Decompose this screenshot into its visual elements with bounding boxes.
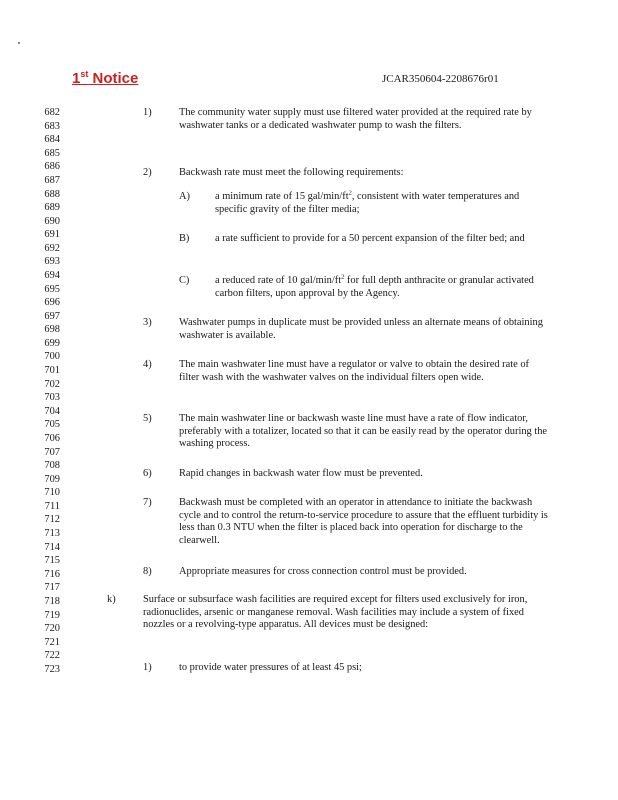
line-number: 686 <box>44 161 60 173</box>
item-6-marker: 6) <box>143 468 152 479</box>
item-7-text: Backwash must be completed with an operator in attendance to initiate the backwash cycle and to control the return-to-service procedure to assure that the effluent turbidity is less than 0.3 NTU when the filter is placed back into operation for discharge to the clearwell. <box>179 497 548 546</box>
line-number: 717 <box>44 582 60 594</box>
line-number: 699 <box>44 337 60 349</box>
line-number: 696 <box>44 297 60 309</box>
line-number: 719 <box>44 609 60 621</box>
item-5-marker: 5) <box>143 413 152 424</box>
line-number: 715 <box>44 555 60 567</box>
item-a-marker: A) <box>179 191 190 202</box>
line-number: 713 <box>44 528 60 539</box>
item-2-marker: 2) <box>143 167 152 178</box>
line-number: 716 <box>44 568 60 580</box>
line-number: 698 <box>44 324 60 336</box>
line-number: 682 <box>44 107 60 118</box>
line-number: 722 <box>44 650 60 662</box>
item-k1-marker: 1) <box>143 662 152 673</box>
item-a-text: a minimum rate of 15 gal/$\min/ft^2$, consistent with water temperatures and specific gravity of the filter media; <box>215 189 520 215</box>
line-number: 694 <box>44 270 60 281</box>
item-4-marker: 4) <box>143 359 152 370</box>
item-3-text: Washwater pumps in duplicate must be provided unless an alternate means of obtaining washwater is available. <box>179 317 543 341</box>
line-number: 709 <box>44 473 60 485</box>
notice-title: 1st Notice <box>72 69 139 87</box>
item-k1-text: to provide water pressures of at least 45 psi; <box>179 662 362 673</box>
item-b-text: a rate sufficient to provide for a 50 percent expansion of the filter bed; and <box>215 233 525 244</box>
item-k-marker: k) <box>107 594 116 605</box>
line-number: 701 <box>44 365 60 376</box>
item-7-marker: 7) <box>143 497 152 508</box>
line-number: 705 <box>44 419 60 431</box>
line-number: 690 <box>44 215 60 227</box>
line-number: 683 <box>44 120 60 132</box>
line-number: 688 <box>44 188 60 200</box>
line-number: 702 <box>44 378 60 390</box>
line-number: 691 <box>44 229 60 241</box>
item-c-marker: C) <box>179 275 190 286</box>
line-number: 687 <box>44 174 60 186</box>
document-id: JCAR350604-2208676r01 <box>382 73 499 85</box>
line-number: 692 <box>44 242 60 254</box>
item-b-marker: B) <box>179 233 190 244</box>
line-number: 708 <box>44 460 60 472</box>
line-number: 718 <box>44 595 60 607</box>
line-number: 703 <box>44 392 60 404</box>
line-number: 697 <box>44 310 60 322</box>
item-4-text: The main washwater line must have a regulator or valve to obtain the desired rate of filter wash with the washwater valves on the individual filters open wide. <box>179 359 529 383</box>
line-number: 706 <box>44 432 60 444</box>
item-5-text: The main washwater line or backwash waste line must have a rate of flow indicator, preferably with a totalizer, located so that it can be easily read by the operator during the washing process. <box>179 413 548 450</box>
line-number: 689 <box>44 202 60 214</box>
line-number: 711 <box>44 500 60 512</box>
line-number: 695 <box>44 283 60 295</box>
line-number: 710 <box>44 487 60 499</box>
line-number: 707 <box>44 446 60 458</box>
line-number: 700 <box>44 351 60 363</box>
item-k-text: Surface or subsurface wash facilities are required except for filters used exclusively for iron, radionuclides, arsenic or manganese removal. Wash facilities may include a system of fixed nozzles or a revolving-type apparatus. All devices must be designed: <box>143 594 528 631</box>
line-number: 712 <box>44 514 60 526</box>
item-6-text: Rapid changes in backwash water flow must be prevented. <box>179 468 423 479</box>
line-number: 684 <box>44 134 60 146</box>
item-2-text: Backwash rate must meet the following requirements: <box>179 167 404 178</box>
line-number: 704 <box>44 405 60 417</box>
item-8-text: Appropriate measures for cross connection control must be provided. <box>179 566 467 577</box>
line-number: 714 <box>44 541 60 553</box>
scan-speck <box>18 42 20 44</box>
line-number: 723 <box>44 663 60 675</box>
item-1-text: The community water supply must use filtered water provided at the required rate by washwater tanks or a dedicated washwater pump to wash the filters. <box>179 107 532 131</box>
line-number: 693 <box>44 256 60 268</box>
item-c-text: a reduced rate of 10 gal/$\min/ft^2$ for full depth anthracite or granular activated carbon filters, upon approval by the Agency. <box>215 273 534 299</box>
item-8-marker: 8) <box>143 566 152 577</box>
line-number: 685 <box>44 147 60 159</box>
line-number: 720 <box>44 623 60 634</box>
item-1-marker: 1) <box>143 107 152 118</box>
line-number: 721 <box>44 636 60 648</box>
item-3-marker: 3) <box>143 317 152 328</box>
